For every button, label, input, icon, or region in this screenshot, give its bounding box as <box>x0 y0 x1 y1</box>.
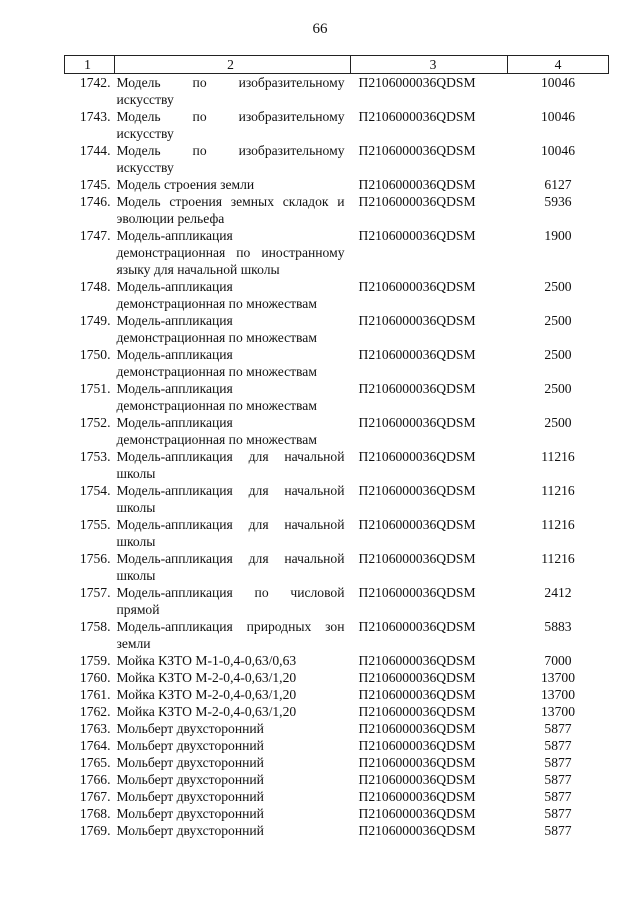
row-value: 10046 <box>541 75 575 90</box>
table-row <box>65 686 609 703</box>
row-code: П2106000036QDSM <box>358 619 476 634</box>
table-row <box>65 278 609 312</box>
row-item-name: Мольберт двухсторонний <box>116 721 264 736</box>
row-value: 2500 <box>544 381 572 396</box>
row-code: П2106000036QDSM <box>358 772 476 787</box>
row-value: 10046 <box>541 143 575 158</box>
row-number: 1742. <box>79 75 111 90</box>
row-number: 1768. <box>79 806 111 821</box>
row-code: П2106000036QDSM <box>358 194 476 209</box>
row-value: 2412 <box>544 585 572 600</box>
table-row <box>65 788 609 805</box>
row-code: П2106000036QDSM <box>358 449 476 464</box>
row-item-name: Мойка КЗТО М-2-0,4-0,63/1,20 <box>116 670 297 685</box>
row-number: 1758. <box>79 619 111 634</box>
row-item-name: Модель-аппликация демонстрационная по множествам <box>116 347 317 379</box>
row-item-name: Мольберт двухсторонний <box>116 755 264 770</box>
row-value: 11216 <box>541 551 575 566</box>
table-row <box>65 482 609 516</box>
row-number: 1764. <box>79 738 111 753</box>
row-item-name: Мольберт двухсторонний <box>116 789 264 804</box>
row-number: 1749. <box>79 313 111 328</box>
row-code: П2106000036QDSM <box>358 415 476 430</box>
row-number: 1752. <box>79 415 111 430</box>
row-code: П2106000036QDSM <box>358 653 476 668</box>
row-item-name: Мольберт двухсторонний <box>116 772 264 787</box>
row-value: 11216 <box>541 449 575 464</box>
row-item-name: Мольберт двухсторонний <box>116 806 264 821</box>
row-value: 13700 <box>541 704 575 719</box>
row-value: 6127 <box>544 177 572 192</box>
row-code: П2106000036QDSM <box>358 381 476 396</box>
table-row <box>65 703 609 720</box>
table-row <box>65 108 609 142</box>
row-value: 5877 <box>544 772 572 787</box>
table-row <box>65 805 609 822</box>
row-value: 1900 <box>544 228 572 243</box>
row-code: П2106000036QDSM <box>358 721 476 736</box>
table-row <box>65 74 609 109</box>
table-row <box>65 227 609 278</box>
row-value: 5877 <box>544 789 572 804</box>
row-item-name: Модель-аппликация для начальной школы <box>116 449 345 481</box>
row-number: 1746. <box>79 194 111 209</box>
row-code: П2106000036QDSM <box>358 347 476 362</box>
row-item-name: Мольберт двухсторонний <box>116 823 264 838</box>
row-code: П2106000036QDSM <box>358 738 476 753</box>
table-row <box>65 176 609 193</box>
row-code: П2106000036QDSM <box>358 177 476 192</box>
row-number: 1748. <box>79 279 111 294</box>
row-number: 1757. <box>79 585 111 600</box>
row-number: 1747. <box>79 228 111 243</box>
row-code: П2106000036QDSM <box>358 228 476 243</box>
row-number: 1751. <box>79 381 111 396</box>
row-item-name: Модель-аппликация демонстрационная по множествам <box>116 415 317 447</box>
row-value: 13700 <box>541 687 575 702</box>
row-item-name: Модель по изобразительному искусству <box>116 143 345 175</box>
row-code: П2106000036QDSM <box>358 551 476 566</box>
row-item-name: Модель по изобразительному искусству <box>116 75 345 107</box>
table-row <box>65 584 609 618</box>
table-row <box>65 516 609 550</box>
table-row <box>65 618 609 652</box>
row-item-name: Модель-аппликация демонстрационная по множествам <box>116 381 317 413</box>
table-row <box>65 822 609 839</box>
row-value: 2500 <box>544 347 572 362</box>
table-row <box>65 448 609 482</box>
row-code: П2106000036QDSM <box>358 806 476 821</box>
row-code: П2106000036QDSM <box>358 704 476 719</box>
row-value: 2500 <box>544 313 572 328</box>
row-number: 1744. <box>79 143 111 158</box>
row-number: 1767. <box>79 789 111 804</box>
header-col-4: 4 <box>508 56 609 74</box>
table-row <box>65 414 609 448</box>
row-number: 1765. <box>79 755 111 770</box>
table-row <box>65 312 609 346</box>
table-row <box>65 720 609 737</box>
items-table <box>64 55 609 839</box>
row-number: 1769. <box>79 823 111 838</box>
row-item-name: Модель-аппликация демонстрационная по иностранному языку для начальной школы <box>116 228 345 277</box>
row-number: 1750. <box>79 347 111 362</box>
table-row <box>65 193 609 227</box>
table-row <box>65 737 609 754</box>
row-value: 5877 <box>544 823 572 838</box>
row-number: 1762. <box>79 704 111 719</box>
row-item-name: Модель-аппликация для начальной школы <box>116 517 345 549</box>
row-number: 1754. <box>79 483 111 498</box>
row-value: 5877 <box>544 806 572 821</box>
row-code: П2106000036QDSM <box>358 670 476 685</box>
row-number: 1766. <box>79 772 111 787</box>
header-col-3: 3 <box>351 56 508 74</box>
row-code: П2106000036QDSM <box>358 143 476 158</box>
table-row <box>65 142 609 176</box>
row-item-name: Мойка КЗТО М-1-0,4-0,63/0,63 <box>116 653 297 668</box>
table-row <box>65 771 609 788</box>
row-number: 1756. <box>79 551 111 566</box>
row-code: П2106000036QDSM <box>358 517 476 532</box>
row-value: 11216 <box>541 483 575 498</box>
row-number: 1763. <box>79 721 111 736</box>
row-value: 13700 <box>541 670 575 685</box>
row-item-name: Модель строения земли <box>116 177 255 192</box>
row-value: 5936 <box>544 194 572 209</box>
row-number: 1755. <box>79 517 111 532</box>
table-row <box>65 754 609 771</box>
row-code: П2106000036QDSM <box>358 823 476 838</box>
table-header-row <box>65 56 609 74</box>
row-item-name: Модель-аппликация по числовой прямой <box>116 585 345 617</box>
row-item-name: Модель-аппликация для начальной школы <box>116 483 345 515</box>
row-item-name: Модель-аппликация демонстрационная по множествам <box>116 279 317 311</box>
table-row <box>65 346 609 380</box>
row-value: 2500 <box>544 415 572 430</box>
row-item-name: Модель-аппликация демонстрационная по множествам <box>116 313 317 345</box>
row-value: 5877 <box>544 755 572 770</box>
row-code: П2106000036QDSM <box>358 109 476 124</box>
row-number: 1759. <box>79 653 111 668</box>
row-value: 5883 <box>544 619 572 634</box>
row-item-name: Модель строения земных складок и эволюции рельефа <box>116 194 345 226</box>
row-item-name: Мольберт двухсторонний <box>116 738 264 753</box>
row-item-name: Модель по изобразительному искусству <box>116 109 345 141</box>
row-code: П2106000036QDSM <box>358 687 476 702</box>
row-item-name: Мойка КЗТО М-2-0,4-0,63/1,20 <box>116 704 297 719</box>
table-body <box>65 74 609 840</box>
row-number: 1760. <box>79 670 111 685</box>
page-number: 66 <box>312 21 328 37</box>
row-value: 7000 <box>544 653 572 668</box>
table-row <box>65 652 609 669</box>
table-row <box>65 669 609 686</box>
table-row <box>65 380 609 414</box>
row-code: П2106000036QDSM <box>358 483 476 498</box>
row-number: 1743. <box>79 109 111 124</box>
header-col-2: 2 <box>115 56 351 74</box>
row-value: 10046 <box>541 109 575 124</box>
row-code: П2106000036QDSM <box>358 75 476 90</box>
row-code: П2106000036QDSM <box>358 279 476 294</box>
row-number: 1753. <box>79 449 111 464</box>
row-number: 1761. <box>79 687 111 702</box>
row-value: 2500 <box>544 279 572 294</box>
row-code: П2106000036QDSM <box>358 755 476 770</box>
row-code: П2106000036QDSM <box>358 585 476 600</box>
row-item-name: Мойка КЗТО М-2-0,4-0,63/1,20 <box>116 687 297 702</box>
table-row <box>65 550 609 584</box>
row-item-name: Модель-аппликация для начальной школы <box>116 551 345 583</box>
header-col-1: 1 <box>65 56 115 74</box>
row-item-name: Модель-аппликация природных зон земли <box>116 619 345 651</box>
row-value: 5877 <box>544 738 572 753</box>
row-code: П2106000036QDSM <box>358 313 476 328</box>
row-code: П2106000036QDSM <box>358 789 476 804</box>
row-number: 1745. <box>79 177 111 192</box>
row-value: 11216 <box>541 517 575 532</box>
row-value: 5877 <box>544 721 572 736</box>
